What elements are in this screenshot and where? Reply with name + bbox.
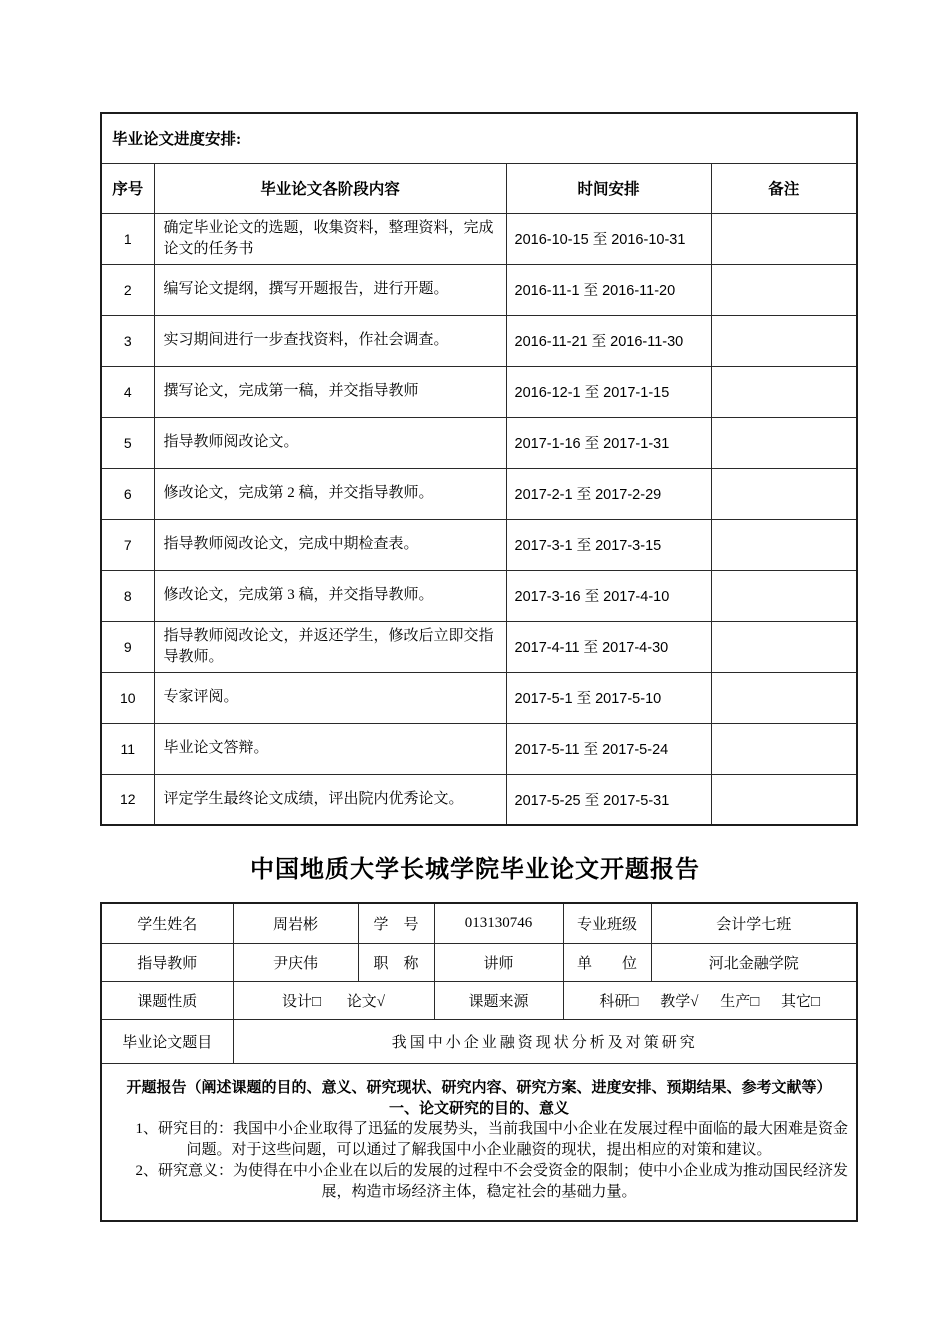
cell-content: 实习期间进行一步查找资料，作社会调查。 <box>154 315 506 366</box>
cell-content: 修改论文，完成第 2 稿，并交指导教师。 <box>154 468 506 519</box>
cell-remark <box>711 417 857 468</box>
table-row <box>101 264 857 315</box>
cell-content: 撰写论文，完成第一稿，并交指导教师 <box>154 366 506 417</box>
thesis-title-label: 毕业论文题目 <box>101 1019 233 1063</box>
cell-time: 2017-5-11 至 2017-5-24 <box>506 723 711 774</box>
advisor-label: 指导教师 <box>101 943 233 981</box>
student-name-label: 学生姓名 <box>101 903 233 943</box>
cell-time: 2016-11-21 至 2016-11-30 <box>506 315 711 366</box>
opening-report-paragraph-1: 1、研究目的：我国中小企业取得了迅猛的发展势头，当前我国中小企业在发展过程中面临的最大困难是资金问题。对于这些问题，可以通过了解我国中小企业融资的现状，提出相应的对策和建议。 <box>135 1121 849 1159</box>
cell-remark <box>711 519 857 570</box>
cell-time: 2017-2-1 至 2017-2-29 <box>506 468 711 519</box>
option-teaching-checkbox: 教学√ <box>660 993 699 1010</box>
cell-remark <box>711 264 857 315</box>
cell-time: 2017-3-16 至 2017-4-10 <box>506 570 711 621</box>
cell-time: 2016-12-1 至 2017-1-15 <box>506 366 711 417</box>
cell-time: 2017-3-1 至 2017-3-15 <box>506 519 711 570</box>
cell-content: 修改论文，完成第 3 稿，并交指导教师。 <box>154 570 506 621</box>
cell-remark <box>711 213 857 264</box>
table-row <box>101 468 857 519</box>
student-name-value: 周岩彬 <box>233 903 358 943</box>
cell-content: 指导教师阅改论文。 <box>154 417 506 468</box>
cell-remark <box>711 621 857 672</box>
opening-report-heading: 开题报告（阐述课题的目的、意义、研究现状、研究内容、研究方案、进度安排、预期结果、参考文献等） <box>126 1079 832 1097</box>
cell-remark <box>711 366 857 417</box>
cell-time: 2016-11-1 至 2016-11-20 <box>506 264 711 315</box>
info-row-topic-nature <box>101 981 857 1019</box>
rank-label: 职 称 <box>358 943 434 981</box>
cell-no: 7 <box>101 519 154 570</box>
table-row <box>101 570 857 621</box>
rank-value: 讲师 <box>434 943 563 981</box>
schedule-caption: 毕业论文进度安排: <box>101 113 857 163</box>
cell-content: 毕业论文答辩。 <box>154 723 506 774</box>
page-title: 中国地质大学长城学院毕业论文开题报告 <box>250 856 700 883</box>
table-row <box>101 417 857 468</box>
cell-time: 2017-5-25 至 2017-5-31 <box>506 774 711 825</box>
option-design-checkbox: 设计□ <box>281 993 322 1010</box>
info-row-advisor <box>101 943 857 981</box>
thesis-title-value: 我国中小企业融资现状分析及对策研究 <box>233 1019 857 1063</box>
opening-report-section1-title: 一、论文研究的目的、意义 <box>388 1100 569 1118</box>
cell-no: 9 <box>101 621 154 672</box>
cell-content: 指导教师阅改论文，完成中期检查表。 <box>154 519 506 570</box>
cell-no: 4 <box>101 366 154 417</box>
header-no: 序号 <box>101 163 154 213</box>
topic-source-options <box>563 981 857 1019</box>
cell-content: 编写论文提纲，撰写开题报告，进行开题。 <box>154 264 506 315</box>
table-row <box>101 315 857 366</box>
cell-no: 1 <box>101 213 154 264</box>
cell-no: 11 <box>101 723 154 774</box>
header-remark: 备注 <box>711 163 857 213</box>
cell-remark <box>711 315 857 366</box>
cell-content: 确定毕业论文的选题，收集资料，整理资料，完成论文的任务书 <box>154 213 506 264</box>
unit-label: 单 位 <box>563 943 651 981</box>
table-row <box>101 621 857 672</box>
info-row-thesis-title <box>101 1019 857 1063</box>
cell-remark <box>711 723 857 774</box>
cell-no: 3 <box>101 315 154 366</box>
cell-remark <box>711 774 857 825</box>
info-row-opening-report <box>101 1063 857 1221</box>
unit-value: 河北金融学院 <box>651 943 857 981</box>
option-other-checkbox: 其它□ <box>781 993 821 1010</box>
schedule-caption-row <box>101 113 857 163</box>
table-row <box>101 672 857 723</box>
opening-report-table <box>100 902 858 1222</box>
cell-time: 2017-4-11 至 2017-4-30 <box>506 621 711 672</box>
cell-remark <box>711 570 857 621</box>
cell-no: 8 <box>101 570 154 621</box>
table-row <box>101 213 857 264</box>
cell-no: 12 <box>101 774 154 825</box>
table-row <box>101 366 857 417</box>
cell-time: 2017-1-16 至 2017-1-31 <box>506 417 711 468</box>
student-id-label: 学 号 <box>358 903 434 943</box>
schedule-header-row <box>101 163 857 213</box>
class-label: 专业班级 <box>563 903 651 943</box>
cell-remark <box>711 468 857 519</box>
cell-content: 指导教师阅改论文，并返还学生，修改后立即交指导教师。 <box>154 621 506 672</box>
header-stage-content: 毕业论文各阶段内容 <box>154 163 506 213</box>
table-row <box>101 723 857 774</box>
table-row <box>101 519 857 570</box>
schedule-table <box>100 112 858 826</box>
advisor-value: 尹庆伟 <box>233 943 358 981</box>
cell-remark <box>711 672 857 723</box>
cell-no: 6 <box>101 468 154 519</box>
info-row-student <box>101 903 857 943</box>
cell-no: 5 <box>101 417 154 468</box>
cell-content: 评定学生最终论文成绩，评出院内优秀论文。 <box>154 774 506 825</box>
cell-no: 10 <box>101 672 154 723</box>
topic-source-label: 课题来源 <box>434 981 563 1019</box>
cell-time: 2016-10-15 至 2016-10-31 <box>506 213 711 264</box>
topic-nature-label: 课题性质 <box>101 981 233 1019</box>
opening-report-cell <box>101 1063 857 1221</box>
class-value: 会计学七班 <box>651 903 857 943</box>
cell-content: 专家评阅。 <box>154 672 506 723</box>
header-time: 时间安排 <box>506 163 711 213</box>
topic-nature-options <box>233 981 434 1019</box>
option-thesis-checkbox: 论文√ <box>346 993 386 1010</box>
opening-report-paragraph-2: 2、研究意义：为使得在中小企业在以后的发展的过程中不会受资金的限制；使中小企业成为推动国民经济发展，构造市场经济主体，稳定社会的基础力量。 <box>135 1163 849 1201</box>
cell-no: 2 <box>101 264 154 315</box>
student-id-value: 013130746 <box>434 903 563 943</box>
option-research-checkbox: 科研□ <box>599 993 639 1010</box>
option-production-checkbox: 生产□ <box>720 993 760 1010</box>
table-row <box>101 774 857 825</box>
cell-time: 2017-5-1 至 2017-5-10 <box>506 672 711 723</box>
